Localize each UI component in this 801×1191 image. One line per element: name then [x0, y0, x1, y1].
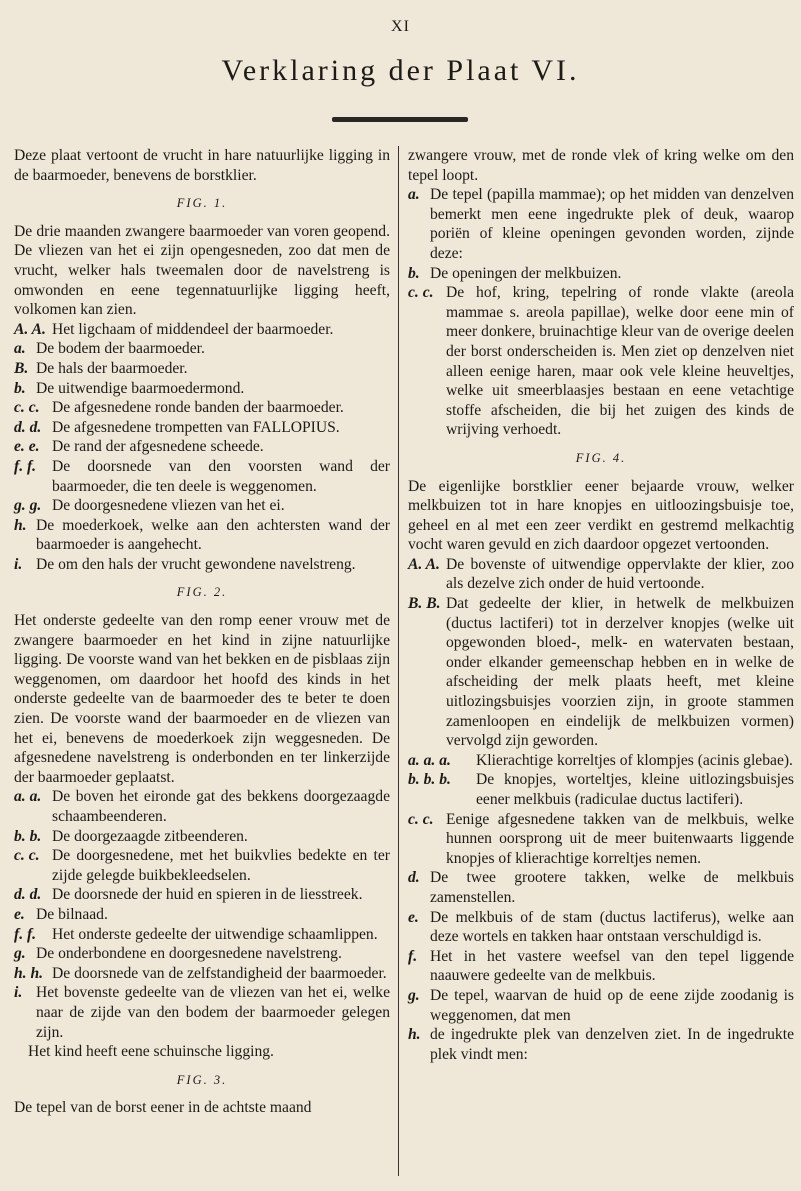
legend-item [14, 359, 390, 379]
legend-label: a. a. [14, 788, 42, 806]
legend-item [14, 398, 390, 418]
fig1-text: De drie maanden zwangere baarmoeder van voren geopend. De vliezen van het ei zijn opengesneden, zoo dat men de vrucht, welker hals tweemalen door de navelstreng is omwonden en eene tegennatuurlijke ligging heeft, volkomen kan zien. [14, 222, 390, 319]
legend-label: f. [408, 947, 418, 965]
legend-label: b. [408, 264, 420, 282]
fig2-text: Het onderste gedeelte van den romp eener vrouw met de zwangere baarmoeder en het kind in zijne natuurlijke ligging. De voorste wand van het bekken en de pisblaas zijn weggenomen, om daardoor het hoofd des kinds in het onderste gedeelte van de baarmoeder des te beter te doen zien. De voorste wand der baarmoeder en de vliezen van het ei, benevens de moederkoek zijn weggesneden. De afgesnedene navelstreng is onderbonden en ter linkerzijde der baarmoeder geplaatst. [14, 612, 390, 786]
legend-text: De doorgezaagde zitbeenderen. [52, 827, 248, 845]
legend-text: De tepel, waarvan de huid op de eene zijde zoodanig is weggenomen, dat men [430, 986, 794, 1024]
legend-label: g. [408, 986, 420, 1004]
legend-text: De boven het eironde gat des bekkens doorgezaagde schaambeenderen. [52, 788, 390, 825]
legend-text: De moederkoek, welke aan den achtersten wand der baarmoeder is aangehecht. [36, 516, 390, 554]
legend-item [14, 964, 390, 984]
legend-label: d. d. [14, 418, 42, 436]
fig3-heading: FIG. 3. [176, 1072, 228, 1087]
fig3-text: De tepel van de borst eener in de achtste maand [14, 1099, 312, 1117]
legend-label: B. B. [408, 595, 441, 613]
legend-text: De doorsnede der huid en spieren in de liesstreek. [52, 886, 363, 904]
legend-item [14, 437, 390, 457]
legend-label: A. A. [14, 320, 46, 338]
legend-item [14, 320, 390, 340]
legend-label: c. c. [14, 399, 40, 417]
fig1-heading: FIG. 1. [176, 196, 228, 211]
legend-text: De afgesnedene trompetten van FALLOPIUS. [52, 418, 340, 436]
legend-label: c. c. [408, 810, 434, 828]
legend-text: de ingedrukte plek van denzelven ziet. In de ingedrukte plek vindt men: [430, 1026, 794, 1063]
legend-text: De twee grootere takken, welke de melkbuis zamenstellen. [430, 869, 794, 906]
legend-label: e. [408, 908, 419, 926]
legend-text: De openingen der melkbuizen. [430, 264, 622, 282]
legend-item [408, 947, 794, 986]
legend-item [408, 185, 794, 263]
intro-paragraph: Deze plaat vertoont de vrucht in hare natuurlijke ligging in de baarmoeder, benevens de borstklier. [14, 147, 390, 184]
fig3-continued-text: zwangere vrouw, met de ronde vlek of kring welke om den tepel loopt. [408, 147, 794, 184]
fig2-legend [14, 787, 390, 1042]
legend-label: e. e. [14, 438, 40, 456]
legend-item [14, 827, 390, 847]
legend-label: b. [14, 379, 26, 397]
legend-label: a. [14, 340, 26, 358]
legend-text: Klierachtige korreltjes of klompjes (acinis glebae). [476, 751, 793, 769]
legend-item [14, 555, 390, 575]
fig2-heading: FIG. 2. [176, 585, 228, 600]
legend-text: De om den hals der vrucht gewondene navelstreng. [36, 555, 356, 573]
legend-label: h. [14, 516, 27, 534]
legend-text: De bodem der baarmoeder. [36, 340, 205, 358]
left-column [14, 146, 399, 1176]
legend-text: Het in het vastere weefsel van den tepel liggende naauwere gedeelte van de melkbuis. [430, 947, 794, 985]
legend-label: d. [408, 869, 420, 887]
fig2-end-text: Het kind heeft eene schuinsche ligging. [28, 1043, 274, 1061]
legend-item [408, 555, 794, 594]
legend-text: Het ligchaam of middendeel der baarmoeder. [52, 320, 334, 338]
legend-item [408, 986, 794, 1025]
legend-item [408, 908, 794, 947]
legend-text: De bilnaad. [36, 905, 108, 923]
legend-item [408, 264, 794, 284]
legend-text: De doorgesnedene vliezen van het ei. [52, 497, 285, 515]
page-title: Verklaring der Plaat VI. [221, 54, 580, 87]
legend-label: a. [408, 186, 420, 204]
fig4-text: De eigenlijke borstklier eener bejaarde vrouw, welker melkbuizen tot in hare knopjes en uitloozingsbuisje toe, geheel en al met een zeer verdikt en gestremd melkachtig vocht waren gevuld en zich daardoor opgezet vertoonden. [408, 477, 794, 554]
legend-text: De doorsnede van den voorsten wand der baarmoeder, die ten deele is weggenomen. [52, 457, 390, 495]
legend-text: De bovenste of uitwendige oppervlakte der klier, zoo als dezelve zich onder de huid vertoonde. [446, 555, 794, 593]
legend-label: d. d. [14, 886, 42, 904]
legend-item [14, 905, 390, 925]
legend-text: Het onderste gedeelte der uitwendige schaamlippen. [52, 925, 378, 943]
legend-text: De hals der baarmoeder. [36, 359, 188, 377]
legend-item [14, 944, 390, 964]
legend-text: Dat gedeelte der klier, in hetwelk de melkbuizen (ductus lactiferi) tot in derzelver knopjes (welke uit opgewonden bloed-, melk- en watervaten bestaan, onder elkander gemeenschap hebben en in welke de afscheiding der melk plaats heeft, met kleine uitlozingsbuisjes voorzien zijn, in groote stammen zamenloopen en eindelijk de melkbuizen vormen) vervolgd zijn geworden. [446, 595, 794, 750]
legend-item [14, 339, 390, 359]
legend-label: b. b. b. [408, 771, 451, 789]
fig4-heading: FIG. 4. [575, 450, 627, 465]
legend-label: f. f. [14, 925, 37, 943]
legend-item [408, 283, 794, 440]
legend-item [408, 810, 794, 869]
legend-text: De doorsnede van de zelfstandigheid der baarmoeder. [52, 964, 387, 982]
legend-item [408, 594, 794, 751]
legend-label: a. a. a. [408, 751, 451, 769]
legend-label: g. g. [14, 497, 42, 515]
legend-label: h. [408, 1026, 421, 1044]
legend-text: De doorgesnedene, met het buikvlies bedekte en ter zijde gelegde buikbekleedselen. [52, 847, 390, 884]
legend-item [14, 846, 390, 885]
legend-label: c. c. [408, 284, 434, 302]
legend-item [14, 787, 390, 826]
fig4-legend [408, 555, 794, 1064]
legend-text: De uitwendige baarmoedermond. [36, 379, 245, 397]
fig1-legend [14, 320, 390, 575]
fig3-legend [408, 185, 794, 440]
legend-text: De onderbondene en doorgesnedene navelstreng. [36, 945, 342, 963]
legend-item [14, 379, 390, 399]
legend-text: De tepel (papilla mammae); op het midden van denzelven bemerkt men eene ingedrukte plek of deuk, waarop poriën of kleine openingen gevonden worden, zijnde deze: [430, 186, 794, 262]
legend-label: B. [14, 359, 29, 377]
page-number: XI [391, 18, 410, 35]
right-column [408, 146, 794, 1064]
legend-label: b. b. [14, 827, 42, 845]
legend-text: De hof, kring, tepelring of ronde vlakte (areola mammae s. areola papillae), welke door eene min of meer donkere, bruinachtige kleur van de overige deelen der borst onderscheiden is. Men ziet op denzelven niet alleen eenige haren, maar ook vele kleine heuveltjes, welke uit smeerblaasjes bestaan en eene vetachtige stoffe afscheiden, die bij het zuigen des kinds de wrijving verhoedt. [446, 284, 794, 439]
legend-label: A. A. [408, 555, 440, 573]
legend-label: i. [14, 555, 23, 573]
legend-label: c. c. [14, 847, 40, 865]
legend-item [14, 516, 390, 555]
legend-text: De afgesnedene ronde banden der baarmoeder. [52, 399, 344, 417]
title-rule [332, 117, 468, 122]
legend-label: f. f. [14, 457, 37, 475]
legend-item [408, 1025, 794, 1064]
legend-item [408, 868, 794, 907]
legend-item [14, 418, 390, 438]
legend-item [14, 925, 390, 945]
legend-item [14, 885, 390, 905]
legend-item [14, 496, 390, 516]
legend-item [14, 457, 390, 496]
legend-text: Het bovenste gedeelte van de vliezen van het ei, welke naar de zijde van den bodem der baarmoeder gelegen zijn. [36, 984, 390, 1041]
legend-label: e. [14, 905, 25, 923]
legend-item [408, 770, 794, 809]
legend-label: i. [14, 984, 23, 1002]
legend-item [408, 751, 794, 771]
legend-label: g. [14, 945, 26, 963]
legend-text: De rand der afgesnedene scheede. [52, 438, 264, 456]
legend-label: h. h. [14, 964, 44, 982]
legend-item [14, 983, 390, 1042]
legend-text: Eenige afgesnedene takken van de melkbuis, welke hunnen oorsprong uit de meer buitenwaarts liggende knopjes of klierachtige korreltjes nemen. [446, 810, 794, 867]
legend-text: De knopjes, worteltjes, kleine uitlozingsbuisjes eener melkbuis (radiculae ductus lactiferi). [476, 771, 794, 808]
legend-text: De melkbuis of de stam (ductus lactiferus), welke aan deze wortels en takken haar ontstaan verschuldigd is. [430, 908, 794, 946]
